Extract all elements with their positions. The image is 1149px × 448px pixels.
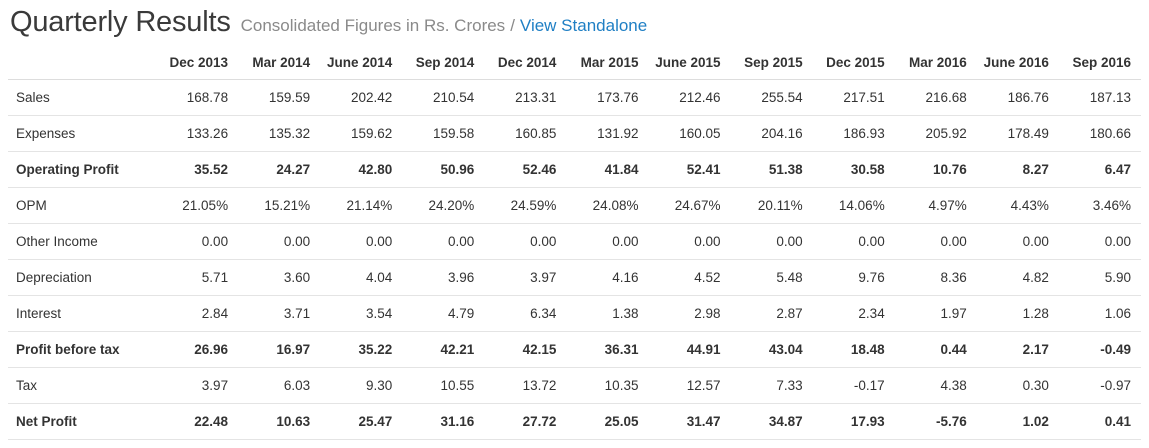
table-cell: 0.00: [648, 224, 730, 260]
table-cell: 35.52: [156, 152, 238, 188]
table-cell: 3.71: [238, 296, 320, 332]
table-cell: 25.47: [320, 404, 402, 440]
table-cell: 30.58: [813, 152, 895, 188]
column-header: Mar 2016: [895, 49, 977, 80]
table-cell: 133.26: [156, 116, 238, 152]
page-title: Quarterly Results: [10, 6, 231, 38]
table-row: [8, 80, 1141, 116]
table-cell: 51.38: [731, 152, 813, 188]
table-cell: 160.05: [648, 116, 730, 152]
table-cell: 20.11%: [731, 188, 813, 224]
table-cell: 12.57: [648, 368, 730, 404]
table-cell: 18.48: [813, 332, 895, 368]
table-cell: 3.54: [320, 296, 402, 332]
table-cell: 21.05%: [156, 188, 238, 224]
table-cell: 4.97%: [895, 188, 977, 224]
column-header-row-label: [8, 49, 156, 80]
table-cell: 4.04: [320, 260, 402, 296]
table-cell: 43.04: [731, 332, 813, 368]
table-cell: 5.90: [1059, 260, 1141, 296]
table-cell: 14.06%: [813, 188, 895, 224]
row-label: Profit before tax: [8, 332, 156, 368]
row-label: Interest: [8, 296, 156, 332]
table-cell: 3.46%: [1059, 188, 1141, 224]
table-cell: 0.00: [402, 224, 484, 260]
table-cell: 0.00: [731, 224, 813, 260]
table-cell: 36.31: [566, 332, 648, 368]
table-cell: 44.91: [648, 332, 730, 368]
table-cell: 10.76: [895, 152, 977, 188]
table-cell: 0.00: [813, 224, 895, 260]
table-row: [8, 260, 1141, 296]
table-cell: 2.17: [977, 332, 1059, 368]
table-cell: 6.03: [238, 368, 320, 404]
table-cell: 0.00: [1059, 224, 1141, 260]
table-cell: 1.02: [977, 404, 1059, 440]
table-cell: 0.00: [320, 224, 402, 260]
table-cell: 255.54: [731, 80, 813, 116]
table-row: [8, 224, 1141, 260]
table-cell: 4.38: [895, 368, 977, 404]
table-row: [8, 152, 1141, 188]
table-cell: 7.33: [731, 368, 813, 404]
table-cell: 186.93: [813, 116, 895, 152]
table-cell: 52.41: [648, 152, 730, 188]
table-row: [8, 404, 1141, 440]
table-cell: 5.71: [156, 260, 238, 296]
table-cell: 178.49: [977, 116, 1059, 152]
column-header: Dec 2014: [484, 49, 566, 80]
table-cell: 2.87: [731, 296, 813, 332]
table-cell: 52.46: [484, 152, 566, 188]
row-label: Expenses: [8, 116, 156, 152]
row-label: Other Income: [8, 224, 156, 260]
table-cell: 5.48: [731, 260, 813, 296]
column-header: Mar 2014: [238, 49, 320, 80]
table-cell: 210.54: [402, 80, 484, 116]
column-header: Dec 2015: [813, 49, 895, 80]
table-cell: 0.44: [895, 332, 977, 368]
table-cell: 0.00: [156, 224, 238, 260]
table-cell: 135.32: [238, 116, 320, 152]
column-header: Mar 2015: [566, 49, 648, 80]
table-cell: 202.42: [320, 80, 402, 116]
table-cell: 25.05: [566, 404, 648, 440]
table-cell: 50.96: [402, 152, 484, 188]
table-cell: 24.59%: [484, 188, 566, 224]
table-row: [8, 368, 1141, 404]
table-cell: 8.36: [895, 260, 977, 296]
column-header: Dec 2013: [156, 49, 238, 80]
page-header: [8, 0, 1141, 49]
table-cell: 35.22: [320, 332, 402, 368]
table-cell: 159.59: [238, 80, 320, 116]
table-cell: 42.80: [320, 152, 402, 188]
table-cell: 1.06: [1059, 296, 1141, 332]
table-row: [8, 332, 1141, 368]
table-cell: 10.35: [566, 368, 648, 404]
table-cell: 27.72: [484, 404, 566, 440]
table-cell: 31.16: [402, 404, 484, 440]
table-cell: -5.76: [895, 404, 977, 440]
table-cell: 0.00: [484, 224, 566, 260]
table-cell: 3.97: [156, 368, 238, 404]
table-cell: 24.67%: [648, 188, 730, 224]
table-cell: 3.97: [484, 260, 566, 296]
table-cell: 3.96: [402, 260, 484, 296]
table-cell: 186.76: [977, 80, 1059, 116]
column-header: Sep 2014: [402, 49, 484, 80]
table-cell: 131.92: [566, 116, 648, 152]
table-row: [8, 296, 1141, 332]
quarterly-results-table: [8, 49, 1141, 440]
table-cell: 0.00: [566, 224, 648, 260]
table-cell: 4.52: [648, 260, 730, 296]
table-cell: 173.76: [566, 80, 648, 116]
table-cell: 42.15: [484, 332, 566, 368]
column-header: June 2016: [977, 49, 1059, 80]
table-cell: 0.00: [895, 224, 977, 260]
table-row: [8, 188, 1141, 224]
table-cell: -0.97: [1059, 368, 1141, 404]
table-cell: -0.49: [1059, 332, 1141, 368]
table-cell: 24.20%: [402, 188, 484, 224]
table-cell: 159.62: [320, 116, 402, 152]
view-standalone-link[interactable]: View Standalone: [519, 16, 648, 35]
table-cell: 205.92: [895, 116, 977, 152]
table-cell: 168.78: [156, 80, 238, 116]
table-cell: 15.21%: [238, 188, 320, 224]
table-cell: 17.93: [813, 404, 895, 440]
table-cell: 13.72: [484, 368, 566, 404]
table-cell: 212.46: [648, 80, 730, 116]
column-header: Sep 2015: [731, 49, 813, 80]
table-body: [8, 80, 1141, 440]
table-cell: 180.66: [1059, 116, 1141, 152]
table-cell: 4.16: [566, 260, 648, 296]
table-cell: 0.41: [1059, 404, 1141, 440]
table-cell: 216.68: [895, 80, 977, 116]
table-cell: 213.31: [484, 80, 566, 116]
table-cell: 4.82: [977, 260, 1059, 296]
table-cell: 4.79: [402, 296, 484, 332]
table-cell: 0.00: [977, 224, 1059, 260]
table-cell: 21.14%: [320, 188, 402, 224]
table-cell: 4.43%: [977, 188, 1059, 224]
table-header-row: [8, 49, 1141, 80]
table-cell: 8.27: [977, 152, 1059, 188]
table-cell: 2.84: [156, 296, 238, 332]
table-cell: 0.30: [977, 368, 1059, 404]
column-header: Sep 2016: [1059, 49, 1141, 80]
table-cell: 217.51: [813, 80, 895, 116]
table-cell: 41.84: [566, 152, 648, 188]
table-cell: 1.38: [566, 296, 648, 332]
table-cell: 1.97: [895, 296, 977, 332]
row-label: Operating Profit: [8, 152, 156, 188]
row-label: Net Profit: [8, 404, 156, 440]
table-cell: 34.87: [731, 404, 813, 440]
table-cell: -0.17: [813, 368, 895, 404]
table-cell: 10.63: [238, 404, 320, 440]
table-cell: 1.28: [977, 296, 1059, 332]
table-cell: 0.00: [238, 224, 320, 260]
column-header: June 2014: [320, 49, 402, 80]
row-label: Tax: [8, 368, 156, 404]
page-subtitle: Consolidated Figures in Rs. Crores: [240, 16, 506, 35]
table-cell: 24.27: [238, 152, 320, 188]
table-cell: 160.85: [484, 116, 566, 152]
table-cell: 159.58: [402, 116, 484, 152]
header-separator: /: [510, 16, 515, 35]
table-cell: 9.76: [813, 260, 895, 296]
table-cell: 26.96: [156, 332, 238, 368]
table-cell: 6.34: [484, 296, 566, 332]
table-cell: 6.47: [1059, 152, 1141, 188]
table-cell: 2.34: [813, 296, 895, 332]
table-cell: 10.55: [402, 368, 484, 404]
table-row: [8, 116, 1141, 152]
table-cell: 3.60: [238, 260, 320, 296]
row-label: OPM: [8, 188, 156, 224]
table-cell: 31.47: [648, 404, 730, 440]
table-cell: 16.97: [238, 332, 320, 368]
table-cell: 9.30: [320, 368, 402, 404]
row-label: Sales: [8, 80, 156, 116]
table-cell: 187.13: [1059, 80, 1141, 116]
column-header: June 2015: [648, 49, 730, 80]
row-label: Depreciation: [8, 260, 156, 296]
table-head: [8, 49, 1141, 80]
table-cell: 42.21: [402, 332, 484, 368]
table-cell: 204.16: [731, 116, 813, 152]
table-cell: 2.98: [648, 296, 730, 332]
table-cell: 22.48: [156, 404, 238, 440]
table-cell: 24.08%: [566, 188, 648, 224]
